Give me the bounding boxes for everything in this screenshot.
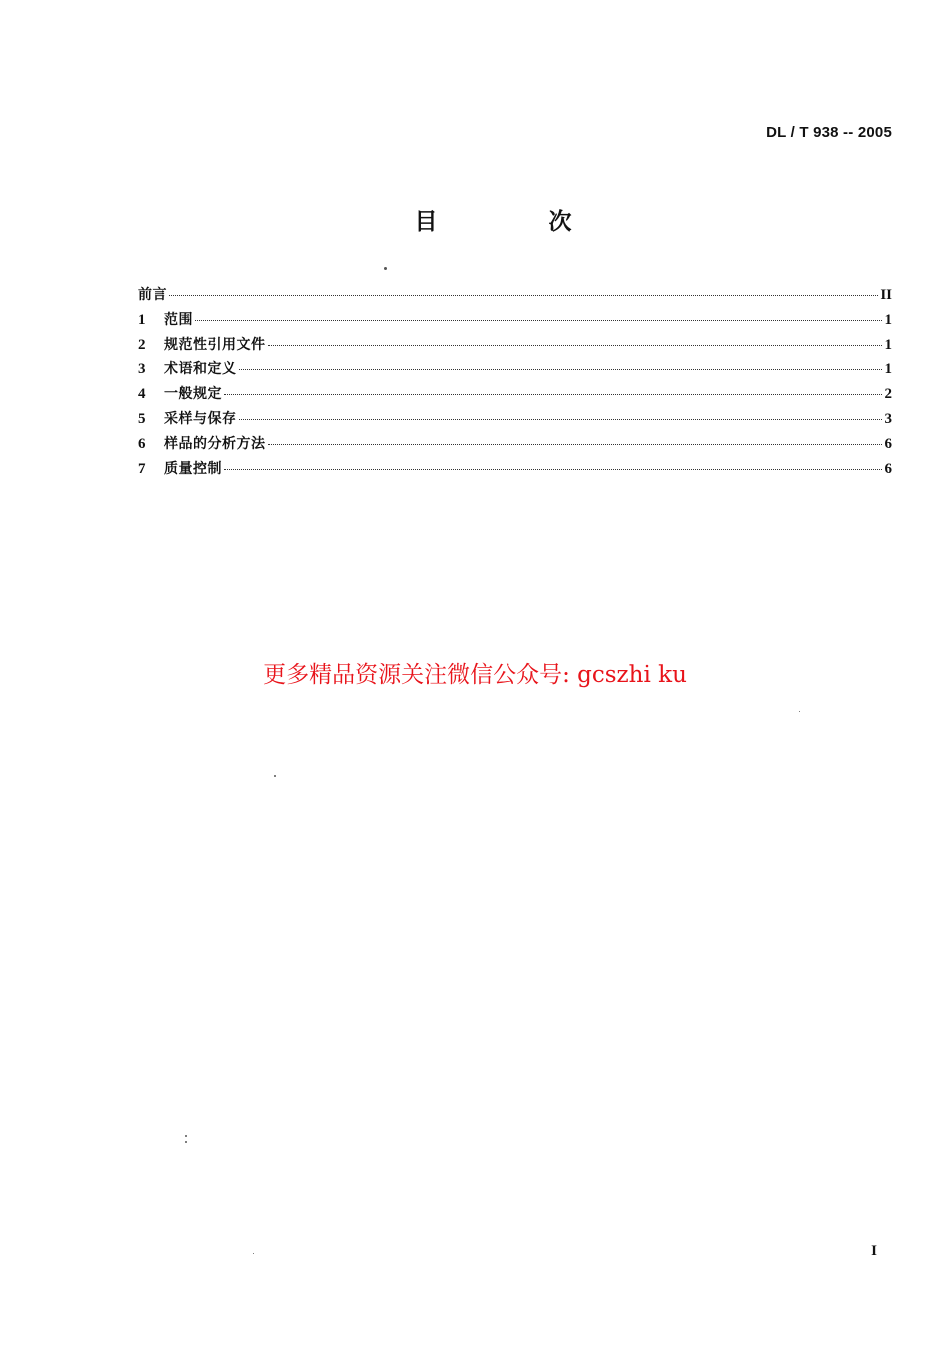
toc-section-number: 4 xyxy=(138,386,146,403)
toc-leader-dots xyxy=(268,442,883,445)
toc-page-number: 6 xyxy=(884,460,892,477)
toc-label: 术语和定义 xyxy=(164,361,237,378)
toc-section-number: 5 xyxy=(138,410,146,427)
toc-leader-dots xyxy=(224,467,882,470)
toc-entry-analysis-methods[interactable] xyxy=(138,432,892,457)
toc-leader-dots xyxy=(224,392,882,395)
toc-leader-dots xyxy=(195,318,882,321)
toc-label: 规范性引用文件 xyxy=(164,336,266,353)
toc-label: 前言 xyxy=(138,287,167,303)
scan-speck xyxy=(274,775,276,777)
toc-entry-quality-control[interactable] xyxy=(138,457,892,482)
toc-entry-general-provisions[interactable] xyxy=(138,382,892,407)
toc-entry-terms-definitions[interactable] xyxy=(138,357,892,382)
toc-page-number: 1 xyxy=(884,361,892,378)
toc-section-number: 1 xyxy=(138,311,146,328)
scan-speck xyxy=(253,1253,254,1254)
toc-leader-dots xyxy=(239,417,883,420)
toc-section-number: 7 xyxy=(138,460,146,477)
toc-page-number: II xyxy=(880,287,892,303)
toc-page-number: 6 xyxy=(884,435,892,452)
toc-leader-dots xyxy=(268,343,883,346)
scan-speck xyxy=(384,267,387,270)
toc-entry-sampling-preservation[interactable] xyxy=(138,407,892,432)
toc-entry-foreword[interactable] xyxy=(138,283,892,308)
toc-leader-dots xyxy=(169,293,878,296)
promo-watermark-text: 更多精品资源关注微信公众号: gcszhi ku xyxy=(263,662,687,688)
toc-section-number: 2 xyxy=(138,336,146,353)
toc-label: 质量控制 xyxy=(164,460,222,477)
toc-page-number: 1 xyxy=(884,336,892,353)
toc-page-number: 1 xyxy=(884,311,892,328)
page-number: I xyxy=(871,1243,877,1259)
scan-speck xyxy=(185,1141,187,1143)
scan-speck xyxy=(799,711,800,712)
page-title: 目 次 xyxy=(414,209,616,235)
toc-entry-scope[interactable] xyxy=(138,308,892,333)
standard-code: DL / T 938 -- 2005 xyxy=(766,124,892,141)
toc-section-number: 3 xyxy=(138,361,146,378)
toc-label: 样品的分析方法 xyxy=(164,435,266,452)
toc-label: 一般规定 xyxy=(164,386,222,403)
toc-page-number: 2 xyxy=(884,386,892,403)
toc-label: 采样与保存 xyxy=(164,410,237,427)
toc-section-number: 6 xyxy=(138,435,146,452)
scan-speck xyxy=(185,1135,187,1137)
toc-label: 范围 xyxy=(164,311,193,328)
table-of-contents xyxy=(138,283,892,481)
toc-entry-normative-references[interactable] xyxy=(138,333,892,358)
toc-leader-dots xyxy=(239,367,883,370)
toc-page-number: 3 xyxy=(884,410,892,427)
